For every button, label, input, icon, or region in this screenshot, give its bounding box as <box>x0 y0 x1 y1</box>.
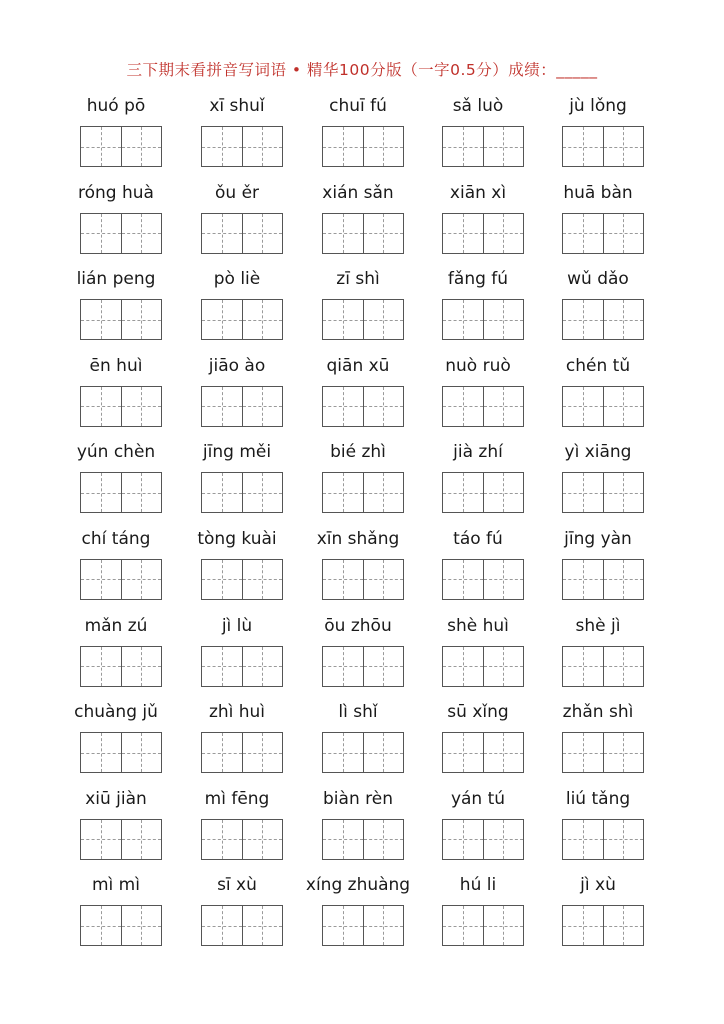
tianzige-cell[interactable] <box>323 473 363 512</box>
answer-box[interactable] <box>80 126 162 167</box>
answer-box[interactable] <box>322 299 404 340</box>
tianzige-cell[interactable] <box>81 820 121 859</box>
word-row <box>60 354 663 441</box>
pinyin-label: xíng zhuàng <box>305 875 411 896</box>
pinyin-label: zī shì <box>336 269 380 290</box>
pinyin-label: xīn shǎng <box>316 528 400 549</box>
tianzige-cell[interactable] <box>81 214 121 253</box>
tianzige-cell[interactable] <box>323 127 363 166</box>
tianzige-cell[interactable] <box>443 127 483 166</box>
answer-box[interactable] <box>442 905 524 946</box>
tianzige-cell[interactable] <box>603 300 644 339</box>
pinyin-label: róng huà <box>78 182 154 203</box>
tianzige-cell[interactable] <box>483 647 524 686</box>
tianzige-cell[interactable] <box>443 560 483 599</box>
tianzige-cell[interactable] <box>121 387 162 426</box>
tianzige-cell[interactable] <box>443 214 483 253</box>
pinyin-label: liú tǎng <box>565 788 631 809</box>
answer-box[interactable] <box>562 126 644 167</box>
tianzige-cell[interactable] <box>323 214 363 253</box>
tianzige-cell[interactable] <box>242 647 283 686</box>
answer-box[interactable] <box>322 646 404 687</box>
worksheet-title: 三下期末看拼音写词语 • 精华100分版（一字0.5分）成绩：_____ <box>126 61 598 79</box>
tianzige-cell[interactable] <box>202 647 242 686</box>
answer-box[interactable] <box>562 905 644 946</box>
pinyin-label: sī xù <box>217 875 257 896</box>
answer-box[interactable] <box>562 386 644 427</box>
pinyin-label: ēn huì <box>89 355 143 376</box>
pinyin-label: chuàng jǔ <box>74 702 158 723</box>
answer-box[interactable] <box>442 386 524 427</box>
tianzige-cell[interactable] <box>443 733 483 772</box>
tianzige-cell[interactable] <box>563 906 603 945</box>
tianzige-cell[interactable] <box>443 473 483 512</box>
tianzige-cell[interactable] <box>323 906 363 945</box>
tianzige-cell[interactable] <box>443 906 483 945</box>
pinyin-label: táo fú <box>453 528 503 549</box>
pinyin-label: sū xǐng <box>447 702 509 723</box>
tianzige-cell[interactable] <box>603 733 644 772</box>
tianzige-cell[interactable] <box>121 820 162 859</box>
pinyin-label: chí táng <box>81 528 151 549</box>
word-row <box>60 787 663 874</box>
pinyin-label: mì mì <box>92 875 140 896</box>
pinyin-label: shè huì <box>447 615 509 636</box>
tianzige-cell[interactable] <box>603 560 644 599</box>
tianzige-cell[interactable] <box>242 560 283 599</box>
tianzige-cell[interactable] <box>363 300 404 339</box>
tianzige-cell[interactable] <box>563 300 603 339</box>
pinyin-label: yán tú <box>450 788 506 809</box>
tianzige-cell[interactable] <box>242 387 283 426</box>
tianzige-cell[interactable] <box>563 214 603 253</box>
tianzige-cell[interactable] <box>323 387 363 426</box>
tianzige-cell[interactable] <box>121 127 162 166</box>
answer-box[interactable] <box>562 646 644 687</box>
tianzige-cell[interactable] <box>563 820 603 859</box>
tianzige-cell[interactable] <box>483 820 524 859</box>
tianzige-cell[interactable] <box>121 560 162 599</box>
tianzige-cell[interactable] <box>323 300 363 339</box>
tianzige-cell[interactable] <box>363 473 404 512</box>
tianzige-cell[interactable] <box>202 733 242 772</box>
answer-box[interactable] <box>201 905 283 946</box>
pinyin-label: xiū jiàn <box>85 788 147 809</box>
pinyin-label: lì shǐ <box>338 702 378 723</box>
tianzige-cell[interactable] <box>563 387 603 426</box>
tianzige-cell[interactable] <box>202 300 242 339</box>
word-row <box>60 700 663 787</box>
answer-box[interactable] <box>562 472 644 513</box>
pinyin-label: zhǎn shì <box>562 702 634 723</box>
tianzige-cell[interactable] <box>202 214 242 253</box>
answer-box[interactable] <box>201 559 283 600</box>
tianzige-cell[interactable] <box>483 560 524 599</box>
pinyin-label: zhì huì <box>208 702 266 723</box>
tianzige-cell[interactable] <box>81 906 121 945</box>
tianzige-cell[interactable] <box>202 906 242 945</box>
tianzige-cell[interactable] <box>483 387 524 426</box>
tianzige-cell[interactable] <box>563 473 603 512</box>
answer-box[interactable] <box>562 732 644 773</box>
answer-box[interactable] <box>562 559 644 600</box>
pinyin-grid <box>60 94 663 960</box>
answer-box[interactable] <box>201 213 283 254</box>
tianzige-cell[interactable] <box>483 300 524 339</box>
word-row <box>60 873 663 960</box>
word-row <box>60 181 663 268</box>
pinyin-label: jiāo ào <box>208 355 266 376</box>
tianzige-cell[interactable] <box>363 906 404 945</box>
tianzige-cell[interactable] <box>323 560 363 599</box>
answer-box[interactable] <box>442 819 524 860</box>
pinyin-label: fǎng fú <box>447 269 509 290</box>
answer-box[interactable] <box>201 646 283 687</box>
pinyin-label: lián peng <box>76 269 156 290</box>
pinyin-label: xī shuǐ <box>209 96 265 116</box>
answer-box[interactable] <box>80 559 162 600</box>
tianzige-cell[interactable] <box>242 820 283 859</box>
tianzige-cell[interactable] <box>443 387 483 426</box>
pinyin-label: huó pō <box>86 96 146 116</box>
tianzige-cell[interactable] <box>202 560 242 599</box>
tianzige-cell[interactable] <box>363 647 404 686</box>
tianzige-cell[interactable] <box>323 733 363 772</box>
answer-box[interactable] <box>322 819 404 860</box>
word-row <box>60 267 663 354</box>
pinyin-label: jì lù <box>221 615 253 636</box>
answer-box[interactable] <box>201 472 283 513</box>
answer-box[interactable] <box>562 213 644 254</box>
answer-box[interactable] <box>322 213 404 254</box>
pinyin-label: chuī fú <box>329 96 387 116</box>
pinyin-label: xián sǎn <box>322 182 394 203</box>
pinyin-label: yún chèn <box>76 442 156 463</box>
pinyin-label: tòng kuài <box>197 528 277 549</box>
answer-box[interactable] <box>322 386 404 427</box>
tianzige-cell[interactable] <box>121 647 162 686</box>
word-row <box>60 94 663 181</box>
answer-box[interactable] <box>201 386 283 427</box>
pinyin-label: nuò ruò <box>445 355 511 376</box>
tianzige-cell[interactable] <box>242 127 283 166</box>
pinyin-label: ǒu ěr <box>214 182 260 203</box>
answer-box[interactable] <box>80 213 162 254</box>
tianzige-cell[interactable] <box>483 733 524 772</box>
tianzige-cell[interactable] <box>121 300 162 339</box>
tianzige-cell[interactable] <box>121 473 162 512</box>
pinyin-label: qiān xū <box>326 355 390 376</box>
tianzige-cell[interactable] <box>202 820 242 859</box>
answer-box[interactable] <box>562 299 644 340</box>
tianzige-cell[interactable] <box>202 127 242 166</box>
pinyin-label: sǎ luò <box>452 96 504 116</box>
tianzige-cell[interactable] <box>363 214 404 253</box>
tianzige-cell[interactable] <box>603 127 644 166</box>
tianzige-cell[interactable] <box>603 820 644 859</box>
tianzige-cell[interactable] <box>603 214 644 253</box>
tianzige-cell[interactable] <box>81 127 121 166</box>
answer-box[interactable] <box>322 559 404 600</box>
tianzige-cell[interactable] <box>603 906 644 945</box>
pinyin-label: jīng yàn <box>564 528 632 549</box>
answer-box[interactable] <box>322 905 404 946</box>
tianzige-cell[interactable] <box>483 214 524 253</box>
tianzige-cell[interactable] <box>363 820 404 859</box>
tianzige-cell[interactable] <box>323 820 363 859</box>
answer-box[interactable] <box>442 299 524 340</box>
tianzige-cell[interactable] <box>81 560 121 599</box>
tianzige-cell[interactable] <box>81 733 121 772</box>
tianzige-cell[interactable] <box>202 387 242 426</box>
answer-box[interactable] <box>322 732 404 773</box>
tianzige-cell[interactable] <box>483 127 524 166</box>
answer-box[interactable] <box>442 732 524 773</box>
pinyin-label: jīng měi <box>202 442 272 463</box>
tianzige-cell[interactable] <box>121 906 162 945</box>
answer-box[interactable] <box>442 646 524 687</box>
tianzige-cell[interactable] <box>443 647 483 686</box>
answer-box[interactable] <box>80 732 162 773</box>
tianzige-cell[interactable] <box>483 473 524 512</box>
answer-box[interactable] <box>442 559 524 600</box>
pinyin-label: wǔ dǎo <box>567 269 629 290</box>
answer-box[interactable] <box>201 126 283 167</box>
tianzige-cell[interactable] <box>242 906 283 945</box>
answer-box[interactable] <box>322 126 404 167</box>
answer-box[interactable] <box>80 472 162 513</box>
tianzige-cell[interactable] <box>563 647 603 686</box>
pinyin-label: shè jì <box>575 615 621 636</box>
pinyin-label: jià zhí <box>453 442 503 463</box>
answer-box[interactable] <box>201 299 283 340</box>
tianzige-cell[interactable] <box>202 473 242 512</box>
pinyin-label: xiān xì <box>449 182 507 203</box>
word-row <box>60 614 663 701</box>
tianzige-cell[interactable] <box>81 647 121 686</box>
pinyin-label: mǎn zú <box>84 615 148 636</box>
answer-box[interactable] <box>442 126 524 167</box>
pinyin-label: bié zhì <box>330 442 386 463</box>
answer-box[interactable] <box>201 819 283 860</box>
answer-box[interactable] <box>80 819 162 860</box>
answer-box[interactable] <box>562 819 644 860</box>
tianzige-cell[interactable] <box>242 473 283 512</box>
tianzige-cell[interactable] <box>121 733 162 772</box>
tianzige-cell[interactable] <box>81 387 121 426</box>
answer-box[interactable] <box>442 472 524 513</box>
pinyin-label: huā bàn <box>563 182 633 203</box>
answer-box[interactable] <box>201 732 283 773</box>
pinyin-label: biàn rèn <box>323 788 393 809</box>
tianzige-cell[interactable] <box>242 214 283 253</box>
pinyin-label: hú li <box>459 875 497 896</box>
tianzige-cell[interactable] <box>363 560 404 599</box>
word-row <box>60 440 663 527</box>
tianzige-cell[interactable] <box>443 820 483 859</box>
tianzige-cell[interactable] <box>121 214 162 253</box>
tianzige-cell[interactable] <box>603 387 644 426</box>
answer-box[interactable] <box>442 213 524 254</box>
pinyin-label: jù lǒng <box>569 96 627 116</box>
answer-box[interactable] <box>80 646 162 687</box>
word-row <box>60 527 663 614</box>
pinyin-label: chén tǔ <box>565 355 631 376</box>
tianzige-cell[interactable] <box>81 473 121 512</box>
answer-box[interactable] <box>80 905 162 946</box>
pinyin-label: ōu zhōu <box>324 615 392 636</box>
pinyin-label: mì fēng <box>204 788 270 809</box>
tianzige-cell[interactable] <box>242 733 283 772</box>
pinyin-label: yì xiāng <box>564 442 632 463</box>
tianzige-cell[interactable] <box>563 560 603 599</box>
tianzige-cell[interactable] <box>563 127 603 166</box>
answer-box[interactable] <box>80 386 162 427</box>
answer-box[interactable] <box>322 472 404 513</box>
tianzige-cell[interactable] <box>363 387 404 426</box>
tianzige-cell[interactable] <box>242 300 283 339</box>
tianzige-cell[interactable] <box>443 300 483 339</box>
tianzige-cell[interactable] <box>603 473 644 512</box>
tianzige-cell[interactable] <box>483 906 524 945</box>
pinyin-label: jì xù <box>580 875 616 896</box>
tianzige-cell[interactable] <box>323 647 363 686</box>
tianzige-cell[interactable] <box>363 127 404 166</box>
answer-box[interactable] <box>80 299 162 340</box>
tianzige-cell[interactable] <box>81 300 121 339</box>
tianzige-cell[interactable] <box>363 733 404 772</box>
pinyin-label: pò liè <box>213 269 261 290</box>
tianzige-cell[interactable] <box>563 733 603 772</box>
tianzige-cell[interactable] <box>603 647 644 686</box>
